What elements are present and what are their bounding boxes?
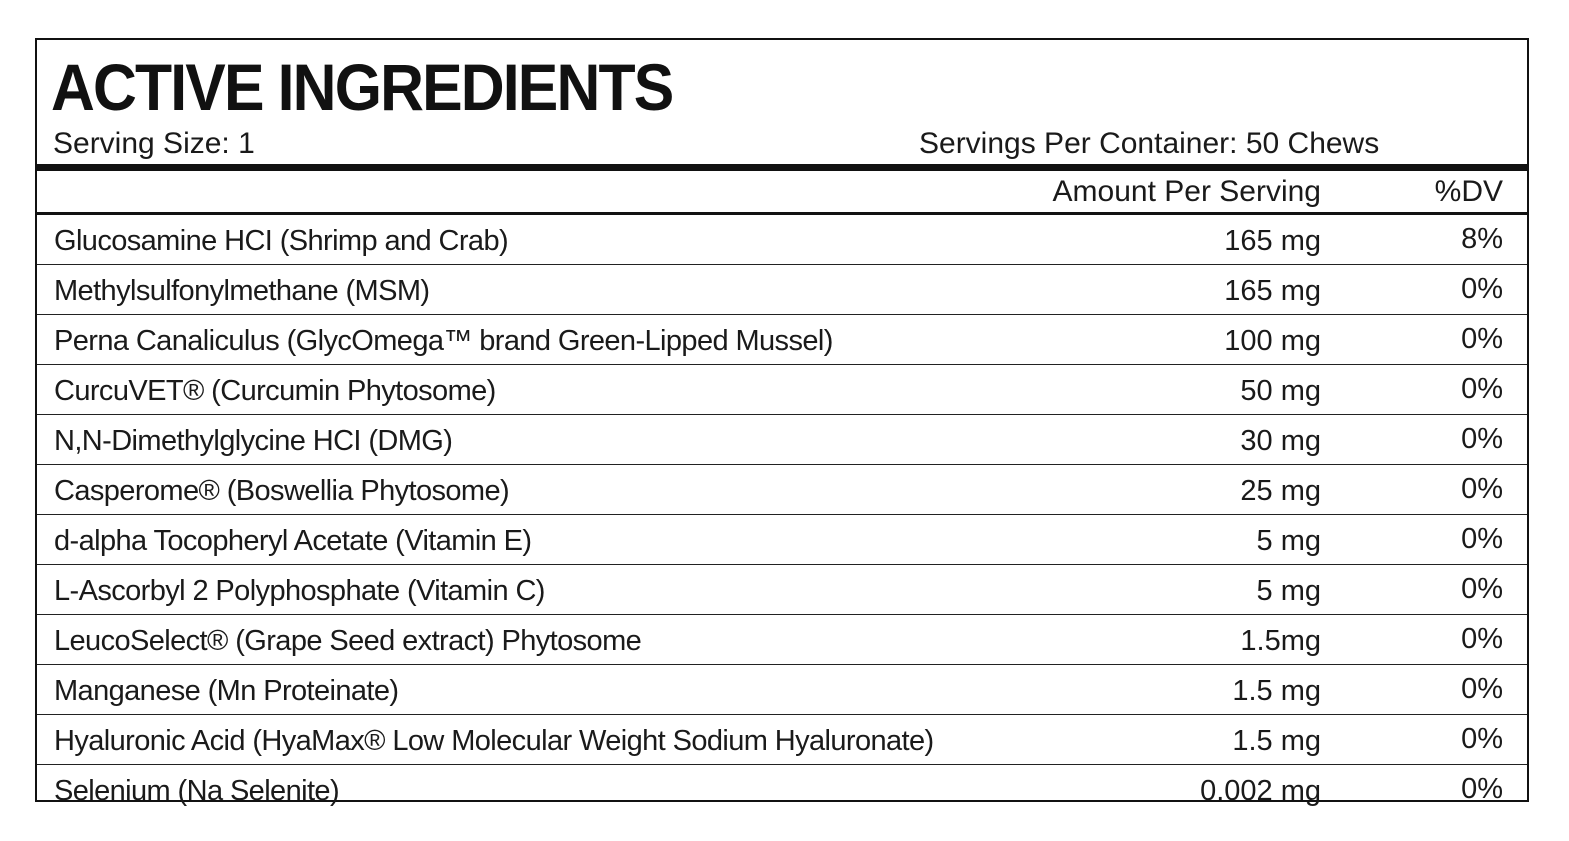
table-row [37, 215, 1527, 265]
table-row [37, 465, 1527, 515]
ingredient-dv: 0% [1461, 423, 1503, 455]
column-header-dv: %DV [1434, 175, 1503, 208]
ingredient-amount: 165 mg [1224, 225, 1321, 257]
ingredient-amount: 1.5mg [1240, 625, 1321, 657]
ingredient-name: L-Ascorbyl 2 Polyphosphate (Vitamin C) [54, 575, 545, 607]
ingredient-dv: 0% [1461, 273, 1503, 305]
thick-divider [37, 164, 1527, 171]
ingredient-amount: 25 mg [1240, 475, 1321, 507]
ingredient-name: d-alpha Tocopheryl Acetate (Vitamin E) [54, 525, 532, 557]
ingredient-amount: 100 mg [1224, 325, 1321, 357]
ingredient-name: Perna Canaliculus (GlycOmega™ brand Green-Lipped Mussel) [54, 325, 833, 357]
table-row [37, 615, 1527, 665]
column-header-amount: Amount Per Serving [1052, 175, 1321, 208]
table-row [37, 765, 1527, 815]
ingredient-amount: 5 mg [1256, 575, 1321, 607]
table-row [37, 565, 1527, 615]
ingredient-name: Manganese (Mn Proteinate) [54, 675, 399, 707]
ingredient-name: Methylsulfonylmethane (MSM) [54, 275, 430, 307]
ingredient-dv: 0% [1461, 473, 1503, 505]
ingredient-name: LeucoSelect® (Grape Seed extract) Phytosome [54, 625, 642, 657]
ingredient-amount: 30 mg [1240, 425, 1321, 457]
ingredient-name: CurcuVET® (Curcumin Phytosome) [54, 375, 496, 407]
table-row [37, 315, 1527, 365]
ingredient-name: Casperome® (Boswellia Phytosome) [54, 475, 510, 507]
table-row [37, 515, 1527, 565]
ingredient-dv: 0% [1461, 573, 1503, 605]
ingredient-name: N,N-Dimethylglycine HCI (DMG) [54, 425, 453, 457]
ingredient-name: Hyaluronic Acid (HyaMax® Low Molecular Weight Sodium Hyaluronate) [54, 725, 934, 757]
ingredient-amount: 165 mg [1224, 275, 1321, 307]
ingredient-name: Selenium (Na Selenite) [54, 775, 339, 807]
ingredient-dv: 0% [1461, 523, 1503, 555]
ingredient-dv: 0% [1461, 623, 1503, 655]
ingredients-panel [35, 38, 1529, 807]
table-row [37, 665, 1527, 715]
table-row [37, 715, 1527, 765]
ingredient-table [37, 215, 1527, 815]
ingredient-dv: 0% [1461, 373, 1503, 405]
table-row [37, 415, 1527, 465]
ingredient-amount: 5 mg [1256, 525, 1321, 557]
serving-size: Serving Size: 1 [53, 127, 255, 160]
table-row [37, 365, 1527, 415]
ingredient-dv: 0% [1461, 323, 1503, 355]
ingredient-dv: 0% [1461, 723, 1503, 755]
servings-per-container: Servings Per Container: 50 Chews [919, 127, 1380, 160]
panel-title: ACTIVE INGREDIENTS [51, 50, 673, 124]
ingredient-dv: 0% [1461, 673, 1503, 705]
ingredient-name: Glucosamine HCI (Shrimp and Crab) [54, 225, 509, 257]
ingredient-dv: 0% [1461, 773, 1503, 805]
table-row [37, 265, 1527, 315]
ingredient-dv: 8% [1461, 223, 1503, 255]
ingredient-amount: 0.002 mg [1200, 775, 1321, 807]
ingredient-amount: 50 mg [1240, 375, 1321, 407]
ingredient-amount: 1.5 mg [1232, 725, 1321, 757]
ingredient-amount: 1.5 mg [1232, 675, 1321, 707]
